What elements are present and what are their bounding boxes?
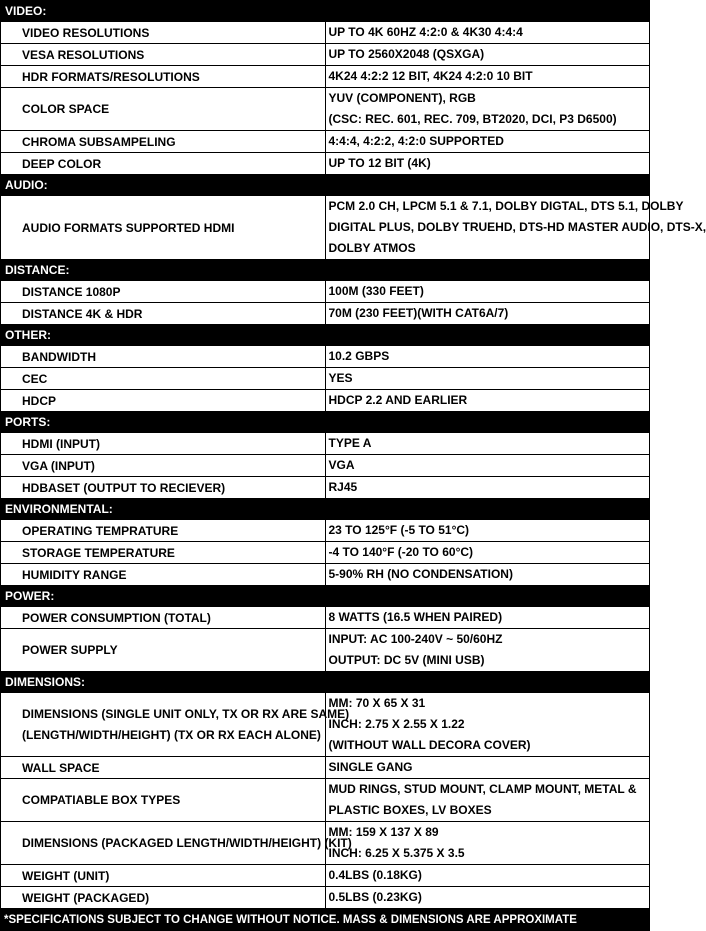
spec-row (1, 887, 650, 909)
spec-value (325, 757, 650, 779)
section-header-power (1, 586, 650, 607)
spec-label: COLOR SPACE (1, 88, 326, 131)
section-header-other (1, 325, 650, 346)
spec-row (1, 865, 650, 887)
spec-label: OPERATING TEMPRATURE (1, 520, 326, 542)
spec-label: HDMI (INPUT) (1, 433, 326, 455)
spec-value-line: (WITHOUT WALL DECORA COVER) (328, 738, 531, 752)
spec-row (1, 368, 650, 390)
section-title: POWER: (1, 586, 650, 607)
spec-row (1, 346, 650, 368)
spec-label: VESA RESOLUTIONS (1, 44, 326, 66)
section-header-environmental (1, 499, 650, 520)
spec-row (1, 196, 650, 260)
section-header-dimensions (1, 672, 650, 693)
spec-value-line: 5-90% RH (NO CONDENSATION) (328, 567, 513, 581)
spec-row (1, 779, 650, 822)
spec-value-line: SINGLE GANG (328, 760, 413, 774)
spec-value-line: INCH: 2.75 X 2.55 X 1.22 (328, 717, 465, 731)
spec-value-line: UP TO 12 BIT (4K) (328, 156, 431, 170)
spec-row (1, 281, 650, 303)
spec-value-line: UP TO 2560X2048 (QSXGA) (328, 47, 485, 61)
spec-value (325, 542, 650, 564)
spec-row (1, 88, 650, 131)
spec-row (1, 44, 650, 66)
spec-label: DEEP COLOR (1, 153, 326, 175)
spec-value (325, 390, 650, 412)
spec-label: WEIGHT (UNIT) (1, 865, 326, 887)
spec-value (325, 303, 650, 325)
spec-value (325, 887, 650, 909)
spec-label: VGA (INPUT) (1, 455, 326, 477)
spec-value-line: 0.5LBS (0.23KG) (328, 890, 422, 904)
spec-label: POWER SUPPLY (1, 629, 326, 672)
spec-value (325, 281, 650, 303)
section-title: DISTANCE: (1, 260, 650, 281)
spec-value-line: -4 TO 140°F (-20 TO 60°C) (328, 545, 474, 559)
spec-value-line: 0.4LBS (0.18KG) (328, 868, 422, 882)
spec-label: COMPATIABLE BOX TYPES (1, 779, 326, 822)
spec-value (325, 629, 650, 672)
section-title: AUDIO: (1, 175, 650, 196)
spec-value (325, 865, 650, 887)
spec-row (1, 822, 650, 865)
spec-value-line: PCM 2.0 CH, LPCM 5.1 & 7.1, DOLBY DIGTAL, DTS 5.1, DOLBY (328, 199, 684, 213)
spec-value (325, 607, 650, 629)
spec-row (1, 66, 650, 88)
section-title: VIDEO: (1, 1, 650, 22)
spec-value-line: OUTPUT: DC 5V (MINI USB) (328, 653, 485, 667)
spec-value (325, 153, 650, 175)
spec-row (1, 390, 650, 412)
spec-value (325, 433, 650, 455)
spec-value (325, 196, 706, 260)
spec-value-line: INPUT: AC 100-240V ~ 50/60HZ (328, 632, 503, 646)
spec-table-body (1, 1, 706, 931)
spec-row (1, 477, 650, 499)
spec-label: WALL SPACE (1, 757, 326, 779)
spec-label: VIDEO RESOLUTIONS (1, 22, 326, 44)
spec-value-line: RJ45 (328, 480, 358, 494)
spec-label: WEIGHT (PACKAGED) (1, 887, 326, 909)
spec-value (325, 693, 650, 757)
spec-value-line: 100M (330 FEET) (328, 284, 424, 298)
spec-value (325, 88, 650, 131)
section-title: OTHER: (1, 325, 650, 346)
spec-row (1, 607, 650, 629)
spec-row (1, 455, 650, 477)
spec-label: POWER CONSUMPTION (TOTAL) (1, 607, 326, 629)
spec-value-line: 23 TO 125°F (-5 TO 51°C) (328, 523, 470, 537)
footer-row (1, 909, 650, 931)
spec-label: HDBASET (OUTPUT TO RECIEVER) (1, 477, 326, 499)
spec-value (325, 455, 650, 477)
spec-label: HDR FORMATS/RESOLUTIONS (1, 66, 326, 88)
spec-value-line: DIGITAL PLUS, DOLBY TRUEHD, DTS-HD MASTER AUDIO, DTS-X, (328, 220, 706, 234)
spec-label: AUDIO FORMATS SUPPORTED HDMI (1, 196, 326, 260)
spec-row (1, 564, 650, 586)
spec-value-line: MM: 70 X 65 X 31 (328, 696, 426, 710)
spec-label: CHROMA SUBSAMPELING (1, 131, 326, 153)
spec-value (325, 564, 650, 586)
spec-value (325, 131, 650, 153)
section-header-distance (1, 260, 650, 281)
spec-label: CEC (1, 368, 326, 390)
section-header-audio (1, 175, 650, 196)
spec-value-line: 10.2 GBPS (328, 349, 390, 363)
section-title: DIMENSIONS: (1, 672, 650, 693)
spec-value (325, 66, 650, 88)
spec-label (1, 693, 350, 757)
spec-value-line: UP TO 4K 60HZ 4:2:0 & 4K30 4:4:4 (328, 25, 523, 39)
spec-value-line: 4:4:4, 4:2:2, 4:2:0 SUPPORTED (328, 134, 504, 148)
spec-label: DISTANCE 4K & HDR (1, 303, 326, 325)
spec-value-line: MM: 159 X 137 X 89 (328, 825, 439, 839)
spec-value-line: TYPE A (328, 436, 372, 450)
spec-value (325, 346, 650, 368)
spec-label: DISTANCE 1080P (1, 281, 326, 303)
footer-disclaimer: *SPECIFICATIONS SUBJECT TO CHANGE WITHOUT NOTICE. MASS & DIMENSIONS ARE APPROXIMATE (1, 909, 650, 931)
spec-row (1, 22, 650, 44)
spec-row (1, 303, 650, 325)
spec-value (325, 368, 650, 390)
spec-row (1, 757, 650, 779)
spec-label-line: DIMENSIONS (SINGLE UNIT ONLY, TX OR RX ARE SAME) (22, 706, 350, 721)
spec-value-line: HDCP 2.2 AND EARLIER (328, 393, 468, 407)
spec-value-line: DOLBY ATMOS (328, 241, 416, 255)
spec-row (1, 153, 650, 175)
section-header-video (1, 1, 650, 22)
spec-value-line: YES (328, 371, 353, 385)
spec-row (1, 131, 650, 153)
spec-label-line: (LENGTH/WIDTH/HEIGHT) (TX OR RX EACH ALONE) (22, 727, 321, 742)
spec-value (325, 520, 650, 542)
section-title: PORTS: (1, 412, 650, 433)
spec-row (1, 542, 650, 564)
spec-value-line: PLASTIC BOXES, LV BOXES (328, 803, 492, 817)
spec-value-line: 4K24 4:2:2 12 BIT, 4K24 4:2:0 10 BIT (328, 69, 533, 83)
spec-label: DIMENSIONS (PACKAGED LENGTH/WIDTH/HEIGHT) (KIT) (1, 822, 326, 865)
spec-value (325, 477, 650, 499)
spec-value (325, 22, 650, 44)
section-title: ENVIRONMENTAL: (1, 499, 650, 520)
spec-row (1, 520, 650, 542)
spec-value-line: YUV (COMPONENT), RGB (328, 91, 476, 105)
spec-value-line: MUD RINGS, STUD MOUNT, CLAMP MOUNT, METAL & (328, 782, 637, 796)
spec-value-line: 8 WATTS (16.5 WHEN PAIRED) (328, 610, 503, 624)
spec-label: HUMIDITY RANGE (1, 564, 326, 586)
section-header-ports (1, 412, 650, 433)
spec-label: BANDWIDTH (1, 346, 326, 368)
spec-row (1, 433, 650, 455)
spec-value (325, 44, 650, 66)
spec-value-line: (CSC: REC. 601, REC. 709, BT2020, DCI, P3 D6500) (328, 112, 617, 126)
spec-row (1, 629, 650, 672)
spec-label: STORAGE TEMPERATURE (1, 542, 326, 564)
spec-value (325, 822, 650, 865)
spec-value-line: INCH: 6.25 X 5.375 X 3.5 (328, 846, 465, 860)
spec-value (325, 779, 650, 822)
spec-value-line: VGA (328, 458, 355, 472)
spec-row (1, 693, 650, 757)
spec-label: HDCP (1, 390, 326, 412)
spec-value-line: 70M (230 FEET)(WITH CAT6A/7) (328, 306, 509, 320)
